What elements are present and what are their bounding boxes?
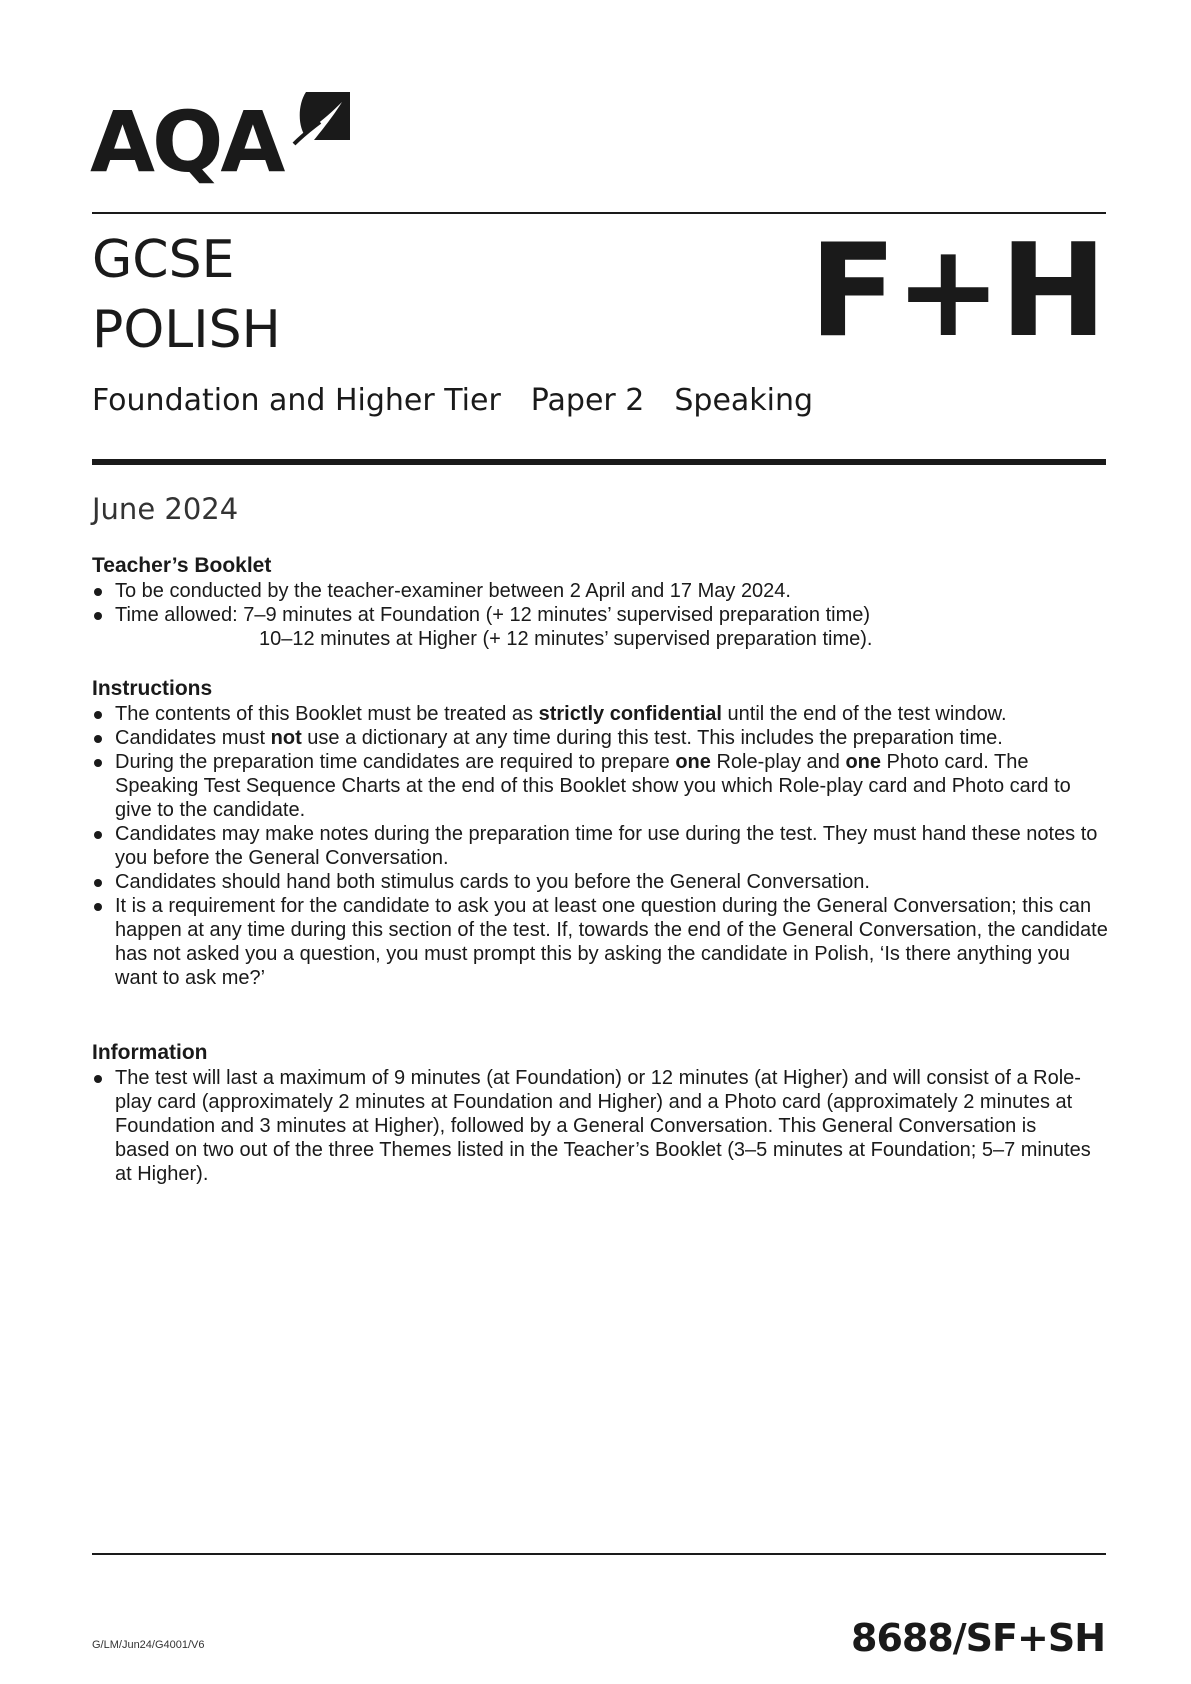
exam-date: June 2024	[92, 492, 239, 526]
list-item: During the preparation time candidates are required to prepare one Role-play and one Photo card. The Speaking Test Sequence Charts at the end of this Booklet show you which Role-play card and Photo card to give to the candidate.	[92, 750, 1105, 822]
list-item: It is a requirement for the candidate to ask you at least one question during the General Conversation; this can happen at any time during this section of the test. If, towards the end of the General Conversation, the candidate has not asked you a question, you must prompt this by asking the candidate in Polish, ‘Is there anything you want to ask me?’	[92, 894, 1115, 990]
footer-rule	[92, 1553, 1106, 1555]
list-item: To be conducted by the teacher-examiner between 2 April and 17 May 2024.	[92, 579, 1122, 603]
aqa-leaf-icon	[292, 90, 352, 146]
tier-code: F+H	[809, 217, 1105, 366]
list-item: The contents of this Booklet must be treated as strictly confidential until the end of the test window.	[92, 702, 1112, 726]
paper-number: Paper 2	[530, 383, 645, 418]
top-rule	[92, 212, 1106, 214]
subject-title: POLISH	[92, 300, 281, 360]
qualification-title: GCSE	[92, 230, 235, 290]
paper-code: 8688/SF+SH	[851, 1616, 1105, 1660]
information-heading: Information	[92, 1041, 208, 1064]
aqa-logo-text: AQA	[90, 93, 283, 191]
teachers-booklet-list	[92, 579, 1122, 651]
list-item: Time allowed: 7–9 minutes at Foundation (+ 12 minutes’ supervised preparation time)	[92, 603, 1122, 627]
instructions-list	[92, 702, 1112, 990]
list-item: The test will last a maximum of 9 minutes (at Foundation) or 12 minutes (at Higher) and will consist of a Role-play card (approximately 2 minutes at Foundation and Higher) and a Photo card (approximately 2 minutes at Foundation and 3 minutes at Higher), followed by a General Conversation. This General Conversation is based on two out of the three Themes listed in the Teacher’s Booklet (3–5 minutes at Foundation; 5–7 minutes at Higher).	[92, 1066, 1092, 1186]
instructions-heading: Instructions	[92, 677, 213, 700]
list-item: Candidates must not use a dictionary at any time during this test. This includes the preparation time.	[92, 726, 1112, 750]
list-item-continuation: 10–12 minutes at Higher (+ 12 minutes’ supervised preparation time).	[259, 628, 873, 650]
teachers-booklet-heading: Teacher’s Booklet	[92, 554, 272, 577]
document-reference: G/LM/Jun24/G4001/V6	[92, 1639, 205, 1651]
list-item: Candidates may make notes during the preparation time for use during the test. They must hand these notes to you before the General Conversation.	[92, 822, 1105, 870]
paper-component: Speaking	[674, 383, 814, 418]
tier-name: Foundation and Higher Tier	[92, 383, 501, 418]
list-item: Candidates should hand both stimulus cards to you before the General Conversation.	[92, 870, 1112, 894]
thick-rule	[92, 459, 1106, 465]
paper-details	[92, 381, 843, 421]
information-list	[92, 1066, 1092, 1186]
